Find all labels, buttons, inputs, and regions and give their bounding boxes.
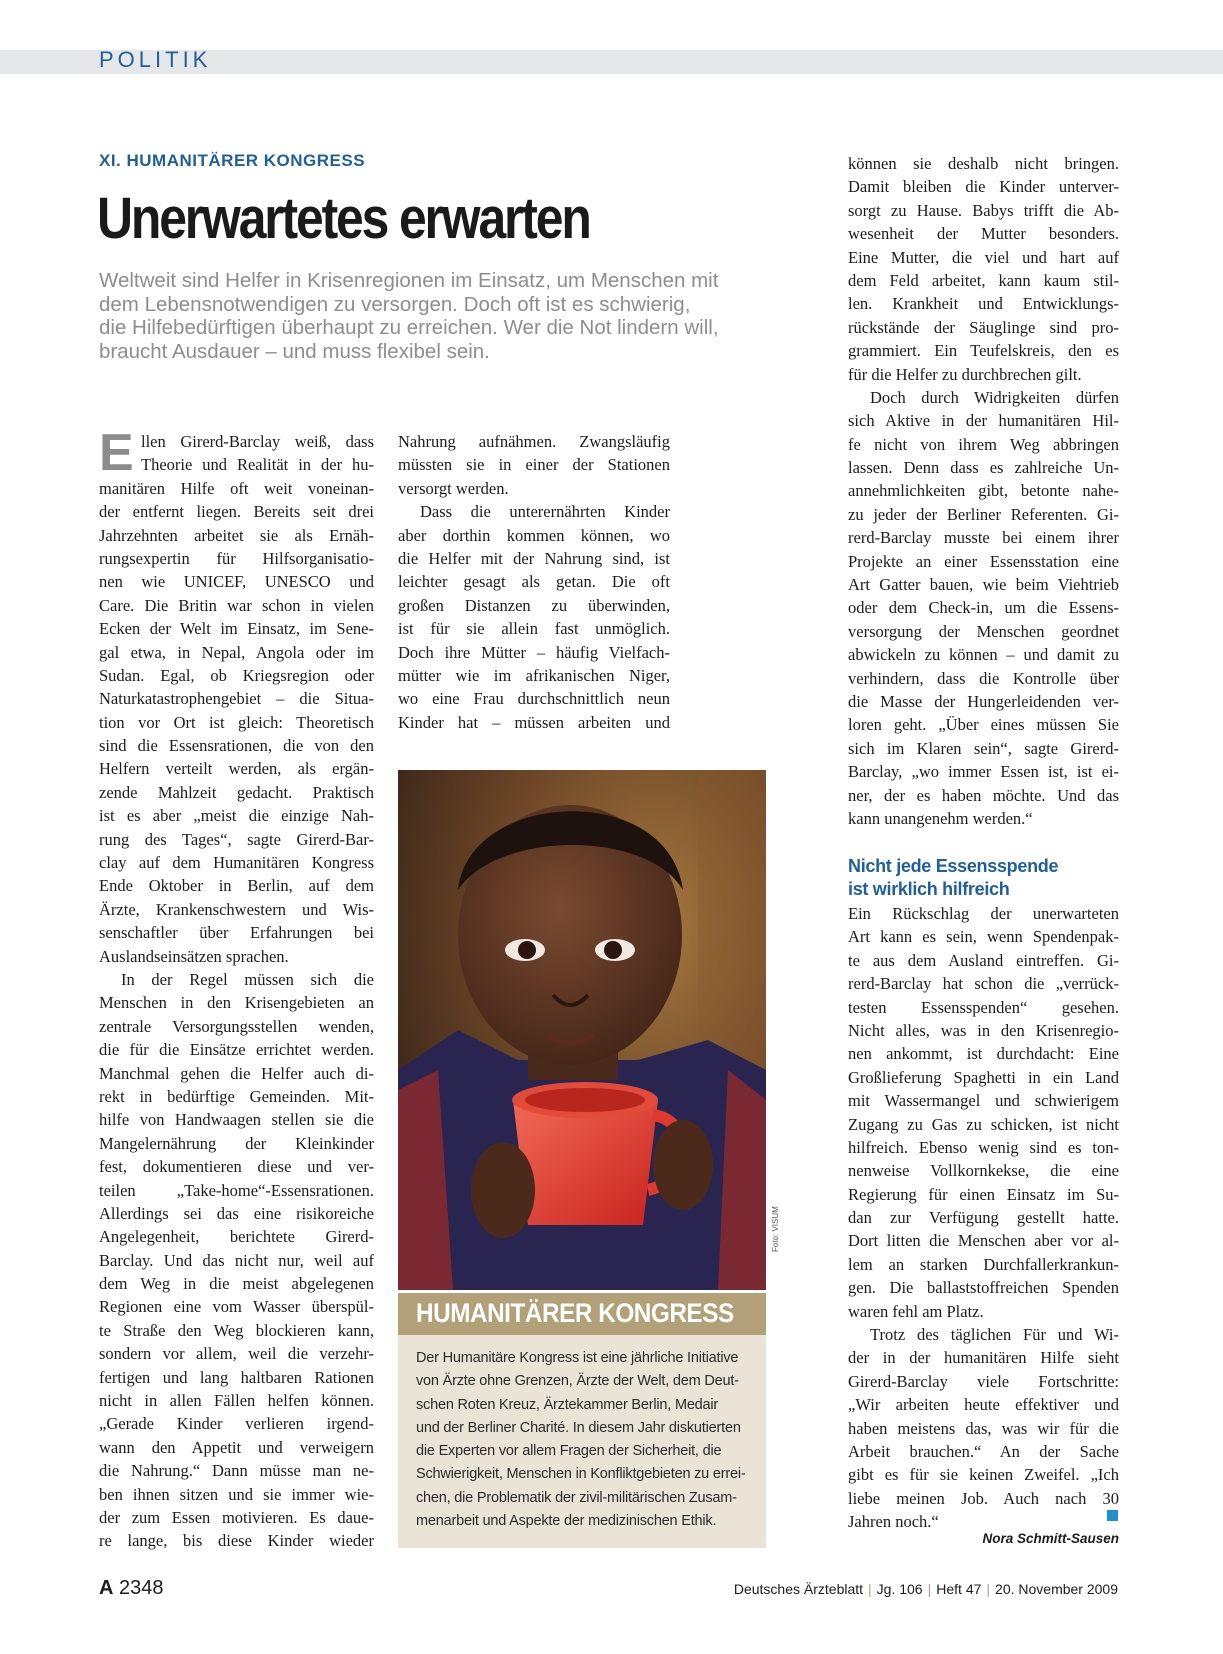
journal-volume: Jg. 106 xyxy=(876,1581,923,1597)
body-text-line: aber dorthin kommen können, wo xyxy=(398,525,670,545)
page-number-value: 2348 xyxy=(119,1577,164,1599)
infobox-line: die Experten vor allem Fragen der Sicherheit, die xyxy=(416,1443,722,1460)
body-column-1 xyxy=(99,424,374,1553)
article-kicker: XI. HUMANITÄRER KONGRESS xyxy=(99,151,366,170)
body-text-line: dem Weg in die meist abgelegenen xyxy=(99,1274,374,1294)
body-text-line: zentrale Versorgungsstellen wenden, xyxy=(99,1016,374,1036)
separator: | xyxy=(927,1581,932,1597)
body-text-line: Eine Mutter, die viel und hart auf xyxy=(848,247,1119,267)
body-text-line: sind die Essensrationen, die von den xyxy=(99,736,374,756)
body-text-line: leichter gesagt als getan. Die oft xyxy=(398,572,670,592)
body-text-line: Naturkatastrophengebiet – die Situa- xyxy=(99,689,374,709)
body-text-line: die Masse der Hungerleidenden ver- xyxy=(848,691,1119,711)
body-text-line: llen Girerd-Barclay weiß, dass xyxy=(141,432,374,451)
body-text-line: gibt es für sie keinen Zweifel. „Ich xyxy=(848,1465,1119,1485)
body-text-line: fest, dokumentieren diese und ver- xyxy=(99,1157,374,1177)
body-text-line: Mangelernährung der Kleinkinder xyxy=(99,1133,374,1153)
body-text-line: die Helfer mit der Nahrung sind, ist xyxy=(398,548,670,568)
body-text-line: sich im Klaren sein“, sagte Girerd- xyxy=(848,738,1119,758)
body-text-line: wann den Appetit und verweigern xyxy=(99,1437,374,1457)
body-text-line: len. Krankheit und Entwicklungs- xyxy=(848,294,1119,314)
body-text-line: wesenheit der Mutter besonders. xyxy=(848,224,1119,244)
body-text-line: Arbeit brauchen.“ An der Sache xyxy=(848,1441,1119,1461)
article-lead xyxy=(99,269,799,363)
body-text-line: sorgt zu Hause. Babys trifft die Ab- xyxy=(848,200,1119,220)
body-text-line: Projekte an einer Essensstation eine xyxy=(848,551,1119,571)
article-author: Nora Schmitt-Sausen xyxy=(982,1531,1119,1546)
body-text-line: hilfreich. Ebenso wenig sind es ton- xyxy=(848,1137,1119,1157)
photo-credit: Foto: VISUM xyxy=(771,1206,780,1252)
article-photo xyxy=(398,770,766,1290)
body-text-line: dan zur Verfügung gestellt hatte. xyxy=(848,1208,1119,1228)
body-text-line: verhindern, dass die Kontrolle über xyxy=(848,668,1119,688)
body-text-line: Ecken der Welt im Einsatz, im Sene- xyxy=(99,619,374,639)
body-text-line: der zum Essen motivieren. Es daue- xyxy=(99,1507,374,1527)
body-text-line: Barclay, „wo immer Essen ist, ist ei- xyxy=(848,762,1119,782)
body-text-line: kann unangenehm werden.“ xyxy=(848,808,1033,828)
body-text-line: Doch durch Widrigkeiten dürfen xyxy=(870,387,1119,407)
body-text-line: teilen „Take-home“-Essensrationen. xyxy=(99,1180,374,1200)
body-text-line: müssten sie in einer der Stationen xyxy=(398,455,670,475)
body-column-2 xyxy=(398,430,670,734)
body-text-line: versorgt werden. xyxy=(398,478,509,498)
child-with-cup-image xyxy=(398,770,766,1290)
infobox xyxy=(398,1335,766,1548)
body-text-line: Dass die unterernährten Kinder xyxy=(420,502,670,522)
body-text-line: Ärzte, Krankenschwestern und Wis- xyxy=(99,899,374,919)
body-text-line: die für die Einsätze errichtet werden. xyxy=(99,1040,374,1060)
body-text-line: liebe meinen Job. Auch nach 30 xyxy=(848,1488,1119,1508)
body-text-line: großen Distanzen zu überwinden, xyxy=(398,595,670,615)
body-text-line: Angelegenheit, berichtete Girerd- xyxy=(99,1227,374,1247)
section-label: POLITIK xyxy=(99,47,212,72)
infobox-line: chen, die Problematik der zivil-militärischen Zusam- xyxy=(416,1489,737,1506)
separator: | xyxy=(986,1581,991,1597)
body-text-line: waren fehl am Platz. xyxy=(848,1301,984,1321)
body-text-line: mit Wassermangel und schwierigem xyxy=(848,1091,1119,1111)
body-text-line: Manchmal gehen die Helfer auch di- xyxy=(99,1063,374,1083)
body-text-line: lem an starken Durchfallerkrankun- xyxy=(848,1254,1119,1274)
body-text-line: tion vor Ort ist gleich: Theoretisch xyxy=(99,712,374,732)
body-text-line: gal etwa, in Nepal, Angola oder im xyxy=(99,642,374,662)
body-text-line: Barclay. Und das nicht nur, weil auf xyxy=(99,1250,374,1270)
body-text-line: senschaftler über Erfahrungen bei xyxy=(99,923,374,943)
infobox-header xyxy=(398,1293,766,1335)
article-title: Unerwartetes erwarten xyxy=(97,186,590,251)
body-text-line: fe nicht von ihrem Weg abbringen xyxy=(848,434,1119,454)
body-text-line: loren geht. „Über eines müssen Sie xyxy=(848,715,1119,735)
body-text-line: grammiert. Ein Teufelskreis, den es xyxy=(848,341,1119,361)
body-text-line: Regionen eine vom Wasser überspül- xyxy=(99,1297,374,1317)
lead-line: Weltweit sind Helfer in Krisenregionen im Einsatz, um Menschen mit xyxy=(99,269,719,292)
separator: | xyxy=(868,1581,872,1597)
body-text-line: rerd-Barclay hat schon die „verrück- xyxy=(848,974,1119,994)
body-text-line: Art kann es sein, wenn Spendenpak- xyxy=(848,927,1119,947)
body-text-line: mütter wie im afrikanischen Niger, xyxy=(398,665,670,685)
body-text-line: sondern vor allem, weil die verzehr- xyxy=(99,1344,374,1364)
journal-date: 20. November 2009 xyxy=(995,1581,1118,1597)
subheading-line: ist wirklich hilfreich xyxy=(848,879,1010,899)
body-text-line: zende Mahlzeit gedacht. Praktisch xyxy=(99,782,374,802)
body-text-line: Kinder hat – müssen arbeiten und xyxy=(398,712,670,732)
body-text-line: der entfernt liegen. Bereits seit drei xyxy=(99,502,374,522)
infobox-text xyxy=(416,1347,746,1533)
body-text-line: testen Essensspenden“ gesehen. xyxy=(848,997,1119,1017)
article-subheading xyxy=(848,855,1058,901)
body-text-line: rückstände der Säuglinge sind pro- xyxy=(848,317,1119,337)
lead-line: die Hilfebedürftigen überhaupt zu erreichen. Wer die Not lindern will, xyxy=(99,316,719,339)
infobox-line: und der Berliner Charité. In diesem Jahr diskutierten xyxy=(416,1419,741,1436)
body-text-line: für die Helfer zu durchbrechen gilt. xyxy=(848,364,1082,384)
journal-name: Deutsches Ärzteblatt xyxy=(733,1581,864,1597)
body-column-3 xyxy=(848,152,1119,830)
body-column-3-continued xyxy=(848,902,1119,1534)
body-text-line: Theorie und Realität in der hu- xyxy=(141,455,374,475)
body-text-line: ist es aber „meist die einzige Nah- xyxy=(99,806,374,826)
body-text-line: rungsexpertin für Hilfsorganisatio- xyxy=(99,548,374,568)
body-text-line: lassen. Denn dass es zahlreiche Un- xyxy=(848,458,1119,478)
body-text-line: ben ihnen sitzen und sie immer wie- xyxy=(99,1484,374,1504)
journal-issue: Heft 47 xyxy=(936,1581,982,1597)
lead-line: braucht Ausdauer – und muss flexibel sein. xyxy=(99,339,490,363)
article-end-mark-icon xyxy=(1107,1510,1118,1521)
body-text-line: fertigen und lang haltbaren Rationen xyxy=(99,1367,374,1387)
body-text-line: te aus dem Ausland eintreffen. Gi- xyxy=(848,950,1119,970)
lead-line: dem Lebensnotwendigen zu versorgen. Doch oft ist es schwierig, xyxy=(99,292,691,316)
body-text-line: oder dem Check-in, um die Essens- xyxy=(848,598,1119,618)
body-text-line: sich Aktive in der humanitären Hil- xyxy=(848,411,1119,431)
body-text-line: ner, der es haben möchte. Und das xyxy=(848,785,1119,805)
body-text-line: wo eine Frau durchschnittlich neun xyxy=(398,689,670,709)
body-text-line: Zugang zu Gas zu schicken, ist nicht xyxy=(848,1114,1119,1134)
body-text-line: Art Gatter bauen, wie beim Viehtrieb xyxy=(848,575,1119,595)
body-text-line: „Gerade Kinder verlieren irgend- xyxy=(99,1414,374,1434)
body-text-line: können sie deshalb nicht bringen. xyxy=(848,154,1119,173)
body-text-line: hilfe von Handwaagen stellen sie die xyxy=(99,1110,374,1130)
body-text-line: nen wie UNICEF, UNESCO und xyxy=(99,572,374,592)
body-text-line: Jahren noch.“ xyxy=(848,1512,939,1532)
body-text-line: re lange, bis diese Kinder wieder xyxy=(99,1531,374,1551)
body-text-line: nicht in allen Fällen helfen können. xyxy=(99,1391,374,1411)
infobox-line: Der Humanitäre Kongress ist eine jährliche Initiative xyxy=(416,1350,739,1366)
infobox-line: schen Roten Kreuz, Ärztekammer Berlin, Medair xyxy=(416,1396,719,1413)
footer-citation xyxy=(734,1581,1118,1597)
body-text-line: Damit bleiben die Kinder unterver- xyxy=(848,177,1119,197)
body-text-line: Regierung für einen Einsatz im Su- xyxy=(848,1184,1119,1204)
body-text-line: abwickeln zu können – und damit zu xyxy=(848,645,1119,665)
body-text-line: clay auf dem Humanitären Kongress xyxy=(99,853,374,873)
body-text-line: Ein Rückschlag der unerwarteten xyxy=(848,904,1119,923)
body-text-line: te Straße den Weg blockieren kann, xyxy=(99,1320,374,1340)
body-text-line: Menschen in den Krisengebieten an xyxy=(99,993,374,1013)
body-text-line: Auslandseinsätzen sprachen. xyxy=(99,946,289,966)
body-text-line: Nicht alles, was in den Krisenregio- xyxy=(848,1020,1119,1040)
drop-cap: E xyxy=(99,424,134,482)
page-prefix: A xyxy=(99,1577,114,1599)
body-text-line: Dort litten die Menschen aber vor al- xyxy=(848,1231,1119,1251)
body-text-line: ist für sie allein fast unmöglich. xyxy=(398,619,670,639)
body-text-line: „Wir arbeiten heute effektiver und xyxy=(848,1395,1119,1415)
body-text-line: Care. Die Britin war schon in vielen xyxy=(99,595,374,615)
body-text-line: Doch ihre Mütter – häufig Vielfach- xyxy=(398,642,670,662)
body-text-line: zu jeder der Berliner Referenten. Gi- xyxy=(848,504,1119,524)
body-text-line: gen. Die ballaststoffreichen Spenden xyxy=(848,1278,1119,1298)
body-text-line: manitären Hilfe oft weit voneinan- xyxy=(99,478,374,498)
infobox-line: Schwierigkeit, Menschen in Konfliktgebieten zu errei- xyxy=(416,1466,746,1483)
body-text-line: Trotz des täglichen Für und Wi- xyxy=(870,1325,1119,1345)
body-text-line: Allerdings sei das eine risikoreiche xyxy=(99,1203,374,1223)
infobox-line: menarbeit und Aspekte der medizinischen Ethik. xyxy=(416,1513,717,1530)
body-text-line: haben meistens das, was wir für die xyxy=(848,1418,1119,1438)
body-text-line: nenweise Vollkornkekse, die eine xyxy=(848,1161,1119,1181)
body-text-line: Jahrzehnten arbeitet sie als Ernäh- xyxy=(99,525,374,545)
body-text-line: In der Regel müssen sich die xyxy=(121,969,374,989)
body-text-line: rung des Tages“, sagte Girerd-Bar- xyxy=(99,829,374,849)
body-text-line: nen ankommt, ist durchdacht: Eine xyxy=(848,1044,1119,1064)
body-text-line: rekt in bedürftige Gemeinden. Mit- xyxy=(99,1086,374,1106)
body-text-line: die Nahrung.“ Dann müsse man ne- xyxy=(99,1461,374,1481)
infobox-title: HUMANITÄRER KONGRESS xyxy=(416,1298,734,1328)
page-number xyxy=(99,1577,164,1600)
body-text-line: dem Feld arbeitet, kann kaum stil- xyxy=(848,270,1119,290)
body-text-line: versorgung der Menschen geordnet xyxy=(848,621,1119,641)
body-text-line: rerd-Barclay musste bei einem ihrer xyxy=(848,528,1119,548)
body-text-line: Großlieferung Spaghetti in ein Land xyxy=(848,1067,1119,1087)
body-text-line: Sudan. Egal, ob Kriegsregion oder xyxy=(99,665,374,685)
body-text-line: Girerd-Barclay viele Fortschritte: xyxy=(848,1371,1119,1391)
body-text-line: Ende Oktober in Berlin, auf dem xyxy=(99,876,374,896)
body-text-line: annehmlichkeiten gibt, betonte nahe- xyxy=(848,481,1119,501)
body-text-line: Nahrung aufnähmen. Zwangsläufig xyxy=(398,432,670,451)
infobox-line: von Ärzte ohne Grenzen, Ärzte der Welt, dem Deut- xyxy=(416,1373,739,1390)
subheading-line: Nicht jede Essensspende xyxy=(848,856,1059,876)
body-text-line: Helfern verteilt werden, als ergän- xyxy=(99,759,374,779)
body-text-line: der in der humanitären Hilfe sieht xyxy=(848,1348,1119,1368)
